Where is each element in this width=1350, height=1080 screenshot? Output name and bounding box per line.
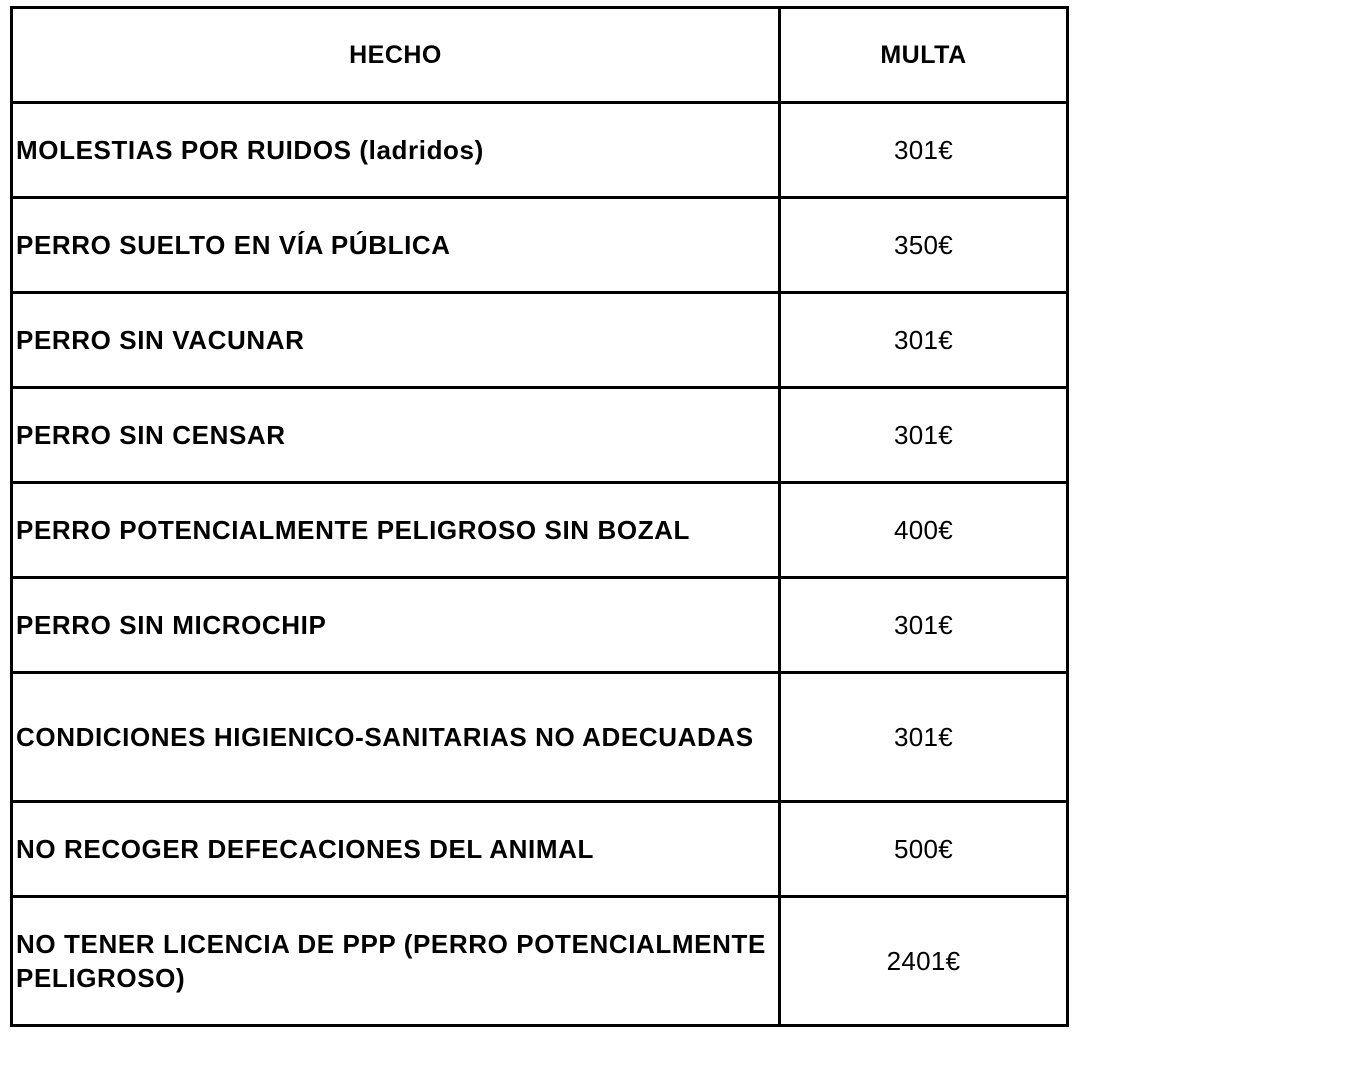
table-row	[12, 198, 1068, 293]
multa-cell: 301€	[780, 578, 1068, 673]
hecho-cell: PERRO SIN CENSAR	[12, 388, 780, 483]
fines-table	[10, 6, 1069, 1027]
multa-cell: 301€	[780, 293, 1068, 388]
table-row	[12, 103, 1068, 198]
header-multa: MULTA	[780, 8, 1068, 103]
hecho-cell: PERRO SUELTO EN VÍA PÚBLICA	[12, 198, 780, 293]
hecho-cell: NO RECOGER DEFECACIONES DEL ANIMAL	[12, 802, 780, 897]
multa-cell: 301€	[780, 388, 1068, 483]
table-row	[12, 483, 1068, 578]
table-row	[12, 293, 1068, 388]
table-header-row	[12, 8, 1068, 103]
hecho-cell: MOLESTIAS POR RUIDOS (ladridos)	[12, 103, 780, 198]
hecho-cell: CONDICIONES HIGIENICO-SANITARIAS NO ADECUADAS	[12, 673, 780, 802]
table-row	[12, 388, 1068, 483]
multa-cell: 400€	[780, 483, 1068, 578]
hecho-cell: PERRO POTENCIALMENTE PELIGROSO SIN BOZAL	[12, 483, 780, 578]
multa-cell: 350€	[780, 198, 1068, 293]
table-row	[12, 897, 1068, 1026]
hecho-cell: NO TENER LICENCIA DE PPP (PERRO POTENCIALMENTE PELIGROSO)	[12, 897, 780, 1026]
table-row	[12, 673, 1068, 802]
table-row	[12, 802, 1068, 897]
hecho-cell: PERRO SIN VACUNAR	[12, 293, 780, 388]
multa-cell: 500€	[780, 802, 1068, 897]
hecho-cell: PERRO SIN MICROCHIP	[12, 578, 780, 673]
table-row	[12, 578, 1068, 673]
multa-cell: 301€	[780, 103, 1068, 198]
header-hecho: HECHO	[12, 8, 780, 103]
multa-cell: 2401€	[780, 897, 1068, 1026]
multa-cell: 301€	[780, 673, 1068, 802]
